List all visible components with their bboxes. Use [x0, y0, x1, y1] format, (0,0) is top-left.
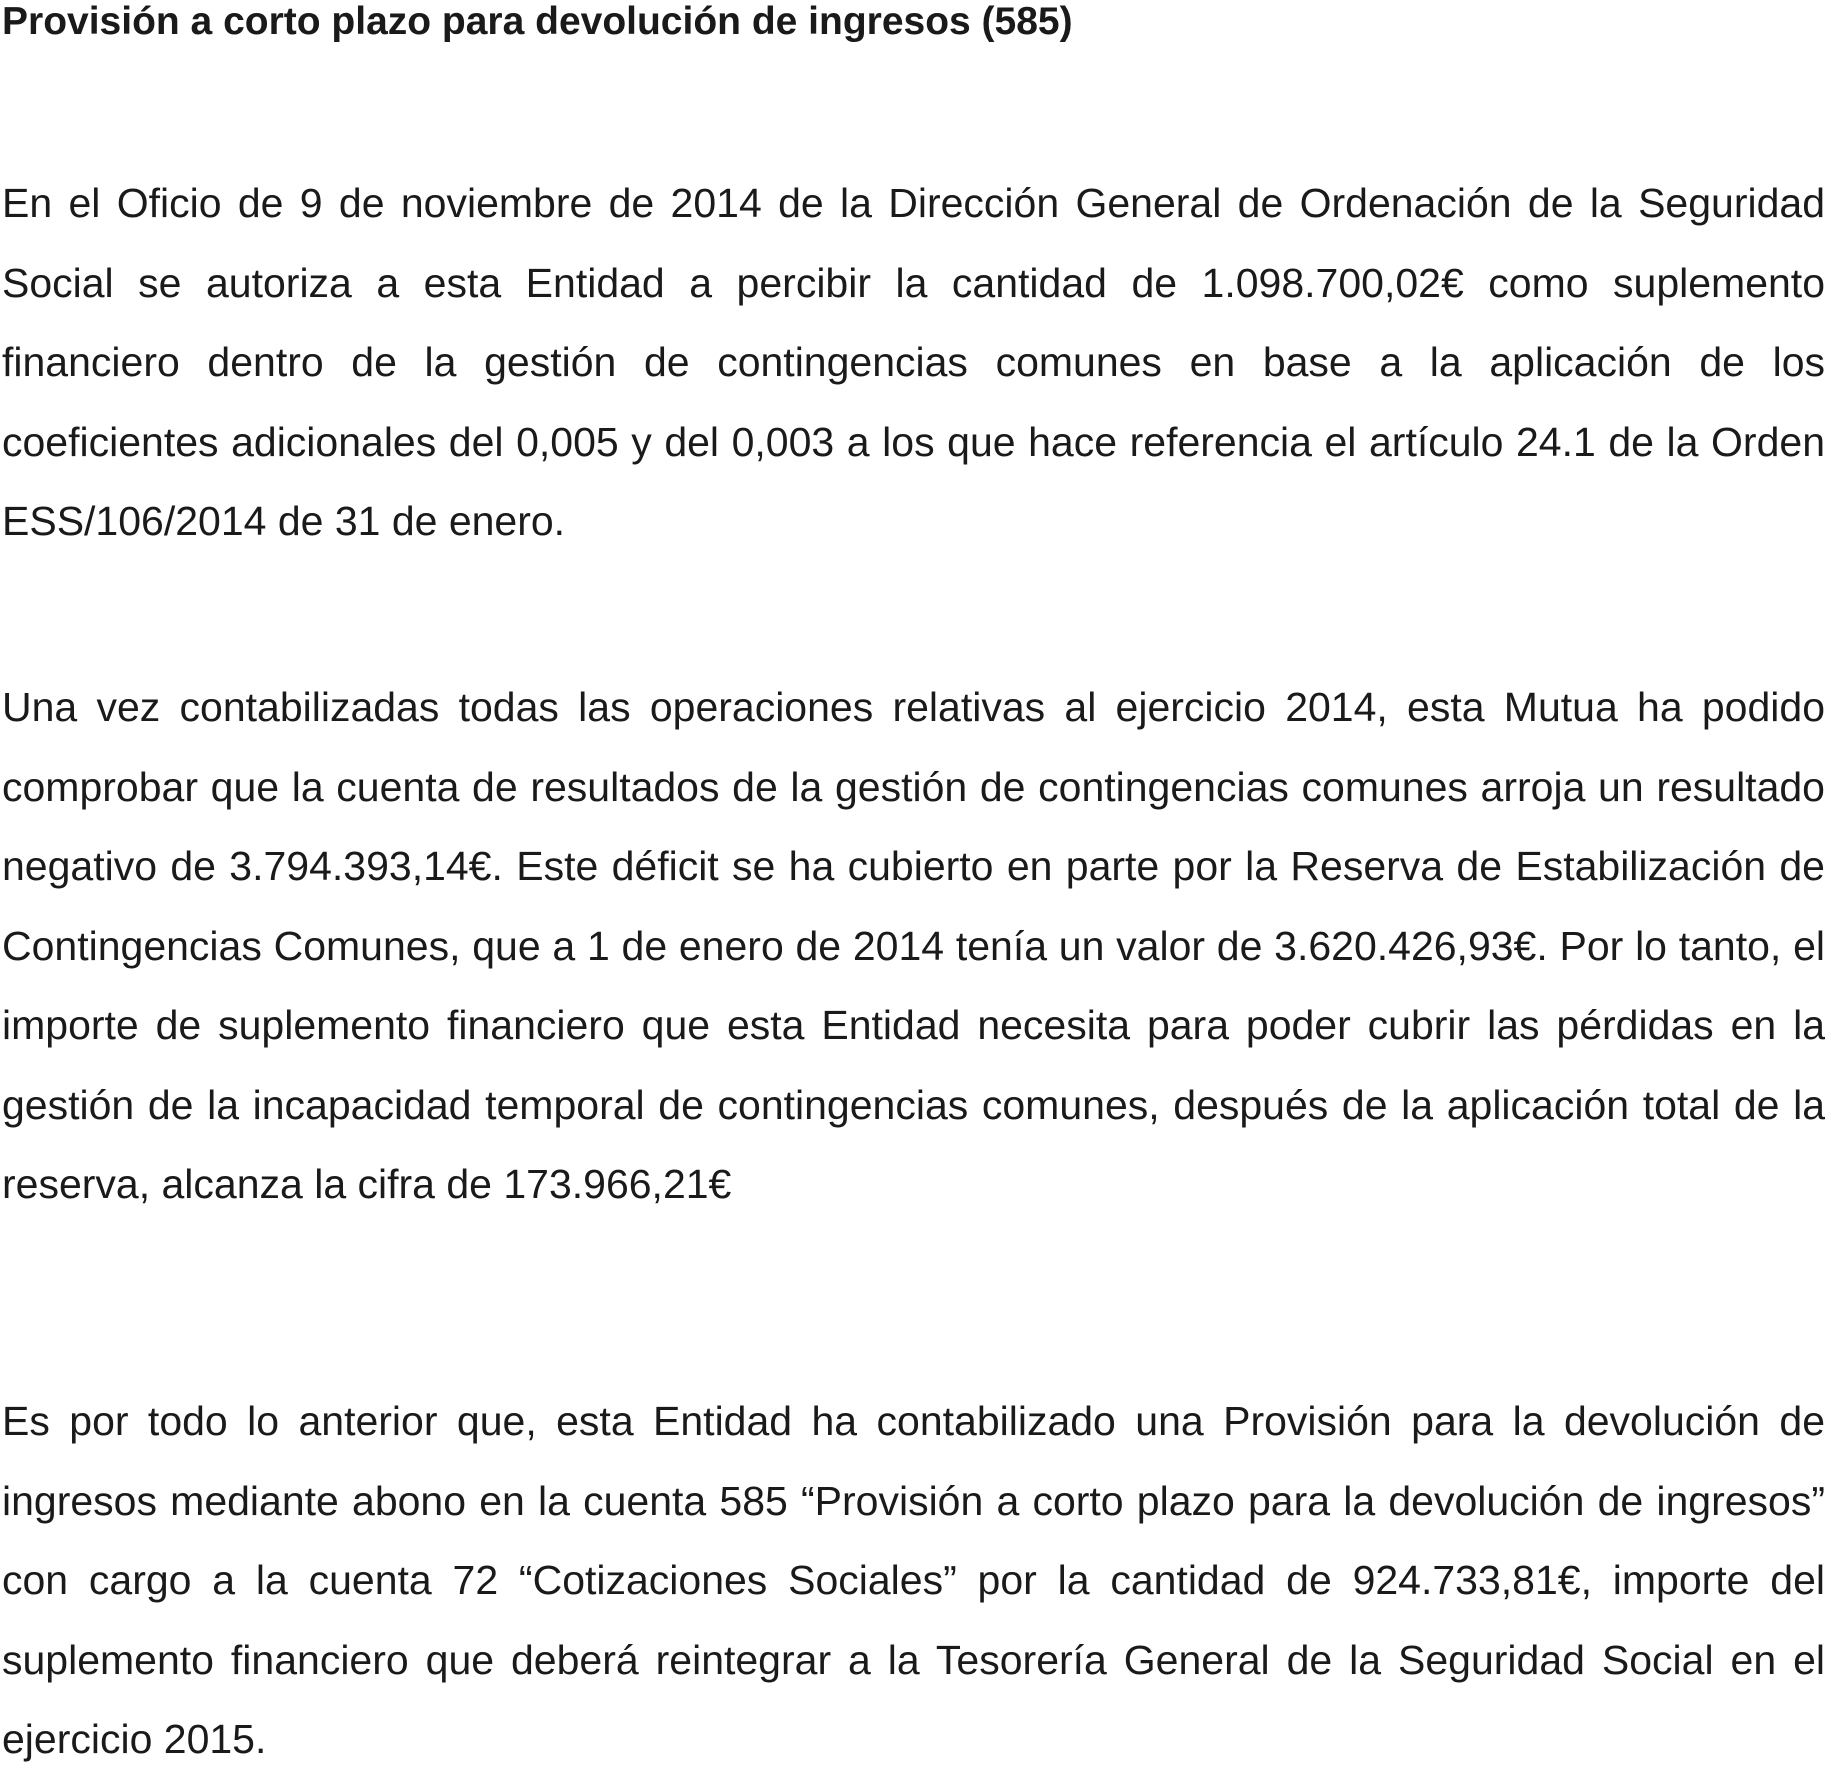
section-heading: Provisión a corto plazo para devolución de ingresos (585): [2, 0, 1073, 43]
paragraph-provision-accounting: Es por todo lo anterior que, esta Entidad ha contabilizado una Provisión para la devolución de ingresos mediante abono en la cuenta 585 “Provisión a corto plazo para la devolución de ingresos” con cargo a la cuenta 72 “Cotizaciones Sociales” por la cantidad de 924.733,81€, importe del suplemento financiero que deberá reintegrar a la Tesorería General de la Seguridad Social en el ejercicio 2015.: [2, 1398, 1825, 1762]
paragraph-supplement-authorization: En el Oficio de 9 de noviembre de 2014 de la Dirección General de Ordenación de la Seguridad Social se autoriza a esta Entidad a percibir la cantidad de 1.098.700,02€ como suplemento financiero dentro de la gestión de contingencias comunes en base a la aplicación de los coeficientes adicionales del 0,005 y del 0,003 a los que hace referencia el artículo 24.1 de la Orden ESS/106/2014 de 31 de enero.: [2, 180, 1825, 544]
paragraph-deficit-calculation: Una vez contabilizadas todas las operaciones relativas al ejercicio 2014, esta Mutua ha podido comprobar que la cuenta de resultados de la gestión de contingencias comunes arroja un resultado negativo de 3.794.393,14€. Este déficit se ha cubierto en parte por la Reserva de Estabilización de Contingencias Comunes, que a 1 de enero de 2014 tenía un valor de 3.620.426,93€. Por lo tanto, el importe de suplemento financiero que esta Entidad necesita para poder cubrir las pérdidas en la gestión de la incapacidad temporal de contingencias comunes, después de la aplicación total de la reserva, alcanza la cifra de 173.966,21€: [2, 684, 1825, 1207]
